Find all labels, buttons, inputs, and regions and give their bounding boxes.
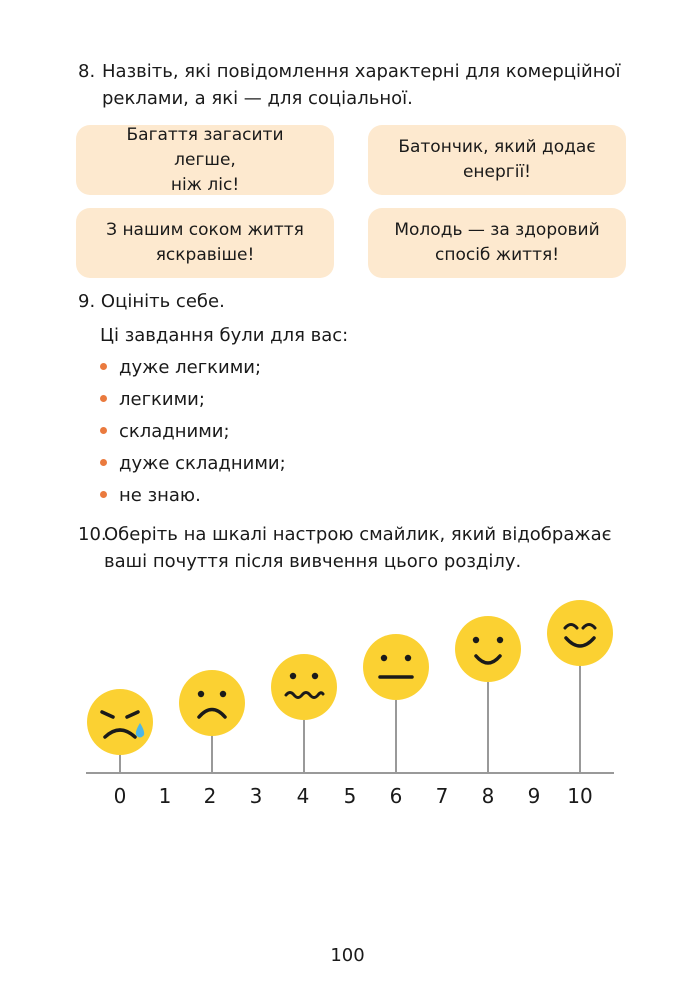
card-1-line-2: ніж ліс! <box>170 174 240 195</box>
question-8-line-1: Назвіть, які повідомлення характерні для комерційної <box>102 61 621 82</box>
crying-face-icon[interactable] <box>87 689 153 755</box>
tick-label-9: 9 <box>527 784 541 808</box>
tick-label-2: 2 <box>203 784 217 808</box>
bullet-dot <box>100 395 107 402</box>
card-2-line-1: Батончик, який додає <box>398 137 596 157</box>
option-difficult[interactable] <box>100 418 230 445</box>
option-very-easy[interactable] <box>100 354 261 381</box>
tick-label-10: 10 <box>567 784 593 808</box>
smiling-face-icon[interactable] <box>455 616 521 682</box>
message-card-1 <box>76 125 334 195</box>
bullet-dot <box>100 427 107 434</box>
mood-scale <box>0 590 695 850</box>
option-label: дуже легкими; <box>119 357 262 378</box>
question-10-number: 10. <box>78 524 107 545</box>
question-9-prompt: Ці завдання були для вас: <box>100 325 349 346</box>
card-2-line-2: енергії! <box>462 162 531 182</box>
question-10-line-2: ваші почуття після вивчення цього розділу. <box>104 551 522 572</box>
question-8-number: 8. <box>78 61 96 82</box>
bullet-dot <box>100 363 107 370</box>
tick-label-4: 4 <box>296 784 310 808</box>
option-label: складними; <box>119 421 230 442</box>
question-8 <box>78 58 628 118</box>
option-label: дуже складними; <box>119 453 286 474</box>
bullet-dot <box>100 491 107 498</box>
question-9-header <box>78 288 225 315</box>
bullet-dot <box>100 459 107 466</box>
tick-label-7: 7 <box>435 784 449 808</box>
question-8-line-2: реклами, а які — для соціальної. <box>102 88 413 109</box>
message-card-4 <box>368 208 626 278</box>
option-easy[interactable] <box>100 386 205 413</box>
question-9-title: Оцініть себе. <box>100 291 225 312</box>
option-dont-know[interactable] <box>100 482 201 509</box>
tick-label-8: 8 <box>481 784 495 808</box>
tick-label-3: 3 <box>249 784 263 808</box>
message-card-3 <box>76 208 334 278</box>
neutral-face-icon[interactable] <box>363 634 429 700</box>
tick-label-5: 5 <box>343 784 357 808</box>
page-number: 100 <box>330 945 365 966</box>
message-card-2 <box>368 125 626 195</box>
tick-label-6: 6 <box>389 784 403 808</box>
card-3-line-1: З нашим соком життя <box>106 220 304 240</box>
tick-label-1: 1 <box>158 784 172 808</box>
card-1-line-1: Багаття загасити легше, <box>126 124 284 170</box>
sad-face-icon[interactable] <box>179 670 245 736</box>
happy-face-icon[interactable] <box>547 600 613 666</box>
question-10-line-1: Оберіть на шкалі настрою смайлик, який відображає <box>104 524 612 545</box>
question-10 <box>78 521 628 581</box>
card-4-line-1: Молодь — за здоровий <box>394 220 600 240</box>
option-label: легкими; <box>119 389 205 410</box>
question-9-number: 9. <box>78 291 96 312</box>
option-label: не знаю. <box>119 485 201 506</box>
tick-label-0: 0 <box>113 784 127 808</box>
card-4-line-2: спосіб життя! <box>434 245 560 265</box>
wavy-mouth-face-icon[interactable] <box>271 654 337 720</box>
option-very-difficult[interactable] <box>100 450 286 477</box>
card-3-line-2: яскравіше! <box>155 245 255 265</box>
